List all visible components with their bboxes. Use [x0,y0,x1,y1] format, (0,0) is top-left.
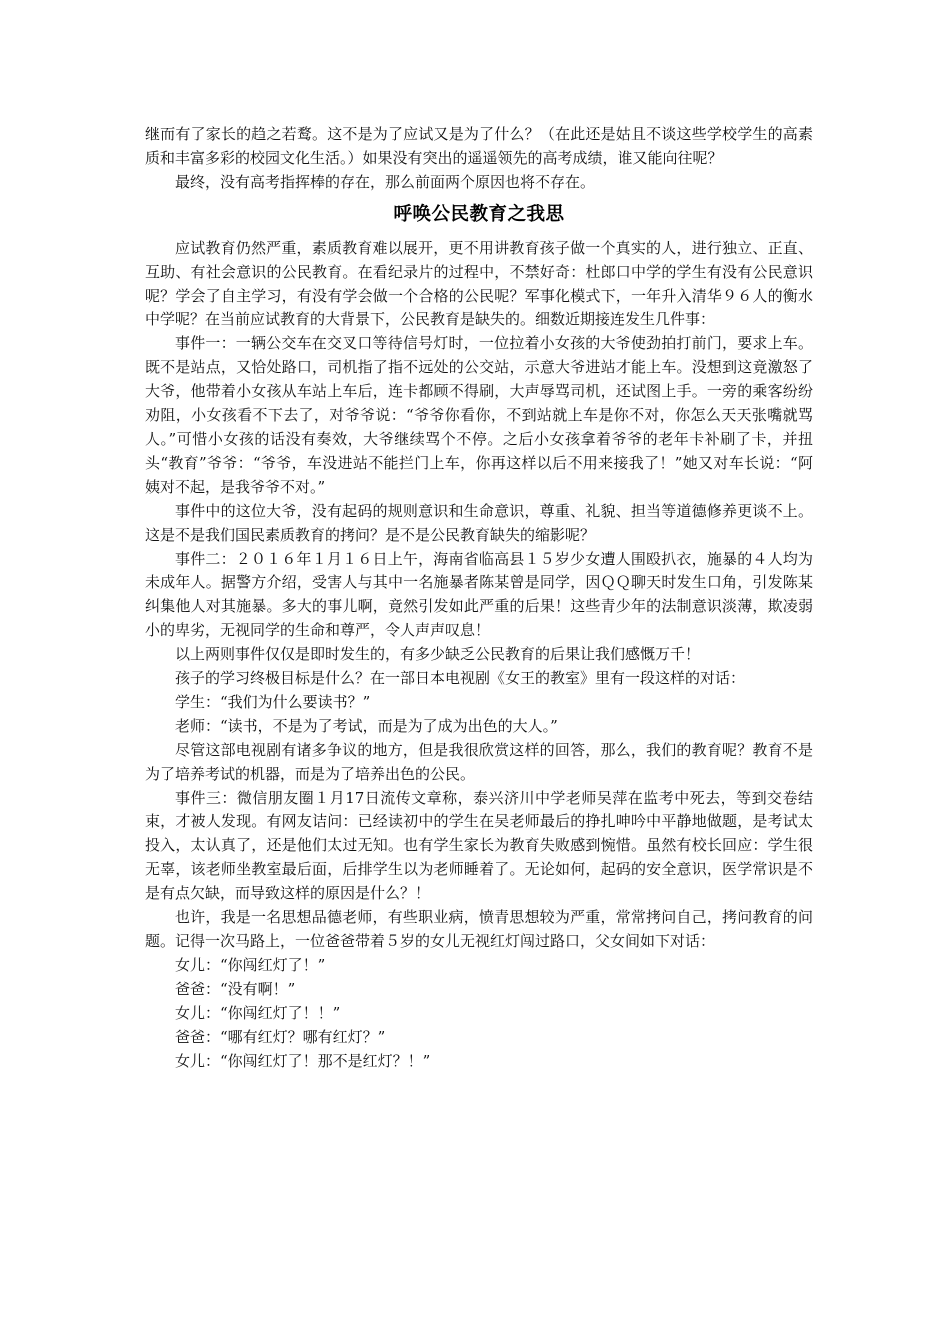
dialog-line-father: 爸爸：“没有啊！” [175,979,296,998]
event-three-paragraph: 事件三：微信朋友圈１月17日流传文章称，泰兴济川中学老师吴萍在监考中死去，等到交卷结束，才被人发现。有网友诘问：已经读初中的学生在吴老师最后的挣扎呻吟中平静地做题，是考试太投入，太认真了，还是他们太过无知。也有学生家长为教育失败感到惋惜。虽然有校长回应：学生很无辜，该老师坐教室最后面，后排学生以为老师睡着了。无论如何，起码的安全意识，医学常识是不是有点欠缺，而导致这样的原因是什么？！ [145,788,813,903]
dialog-line-daughter: 女儿：“你闯红灯了！！” [175,1003,341,1022]
dialog-line-father: 爸爸：“哪有红灯？哪有红灯？” [175,1027,386,1046]
body-paragraph: 孩子的学习终极目标是什么？在一部日本电视剧《女王的教室》里有一段这样的对话： [175,669,746,688]
body-paragraph: 尽管这部电视剧有诸多争议的地方，但是我很欣赏这样的回答，那么，我们的教育呢？教育不是为了培养考试的机器，而是为了培养出色的公民。 [145,740,813,783]
event-one-paragraph: 事件一：一辆公交车在交叉口等待信号灯时，一位拉着小女孩的大爷使劲拍打前门，要求上车。既不是站点，又恰处路口，司机指了指不远处的公交站，示意大爷进站才能上车。没想到这竟激怒了大爷，他带着小女孩从车站上车后，连卡都顾不得刷，大声辱骂司机，还试图上手。一旁的乘客纷纷劝阻，小女孩看不下去了，对爷爷说：“爷爷你看你，不到站就上车是你不对，你怎么天天张嘴就骂人。”可惜小女孩的话没有奏效，大爷继续骂个不停。之后小女孩拿着爷爷的老年卡补刷了卡，并扭头“教育”爷爷：“爷爷，车没进站不能拦门上车，你再这样以后不用来接我了！”她又对车长说：“阿姨对不起，是我爷爷不对。” [145,334,813,496]
intro-paragraph-1: 继而有了家长的趋之若鹜。这不是为了应试又是为了什么？（在此还是姑且不谈这些学校学生的高素质和丰富多彩的校园文化生活。）如果没有突出的遥遥领先的高考成绩，谁又能向往呢？ [145,125,813,167]
dialog-line-student: 学生：“我们为什么要读书？” [175,692,371,711]
body-paragraph: 事件中的这位大爷，没有起码的规则意识和生命意识，尊重、礼貌、担当等道德修养更谈不上。这是不是我们国民素质教育的拷问？是不是公民教育缺失的缩影呢？ [145,501,813,544]
event-two-paragraph: 事件二：２０１６年１月１６日上午，海南省临高县１５岁少女遭人围殴扒衣，施暴的４人均为未成年人。据警方介绍，受害人与其中一名施暴者陈某曾是同学，因ＱＱ聊天时发生口角，引发陈某纠集他人对其施暴。多大的事儿啊，竟然引发如此严重的后果！这些青少年的法制意识淡薄，欺凌弱小的卑劣，无视同学的生命和尊严，令人声声叹息！ [145,549,813,640]
body-paragraph: 以上两则事件仅仅是即时发生的，有多少缺乏公民教育的后果让我们感慨万千！ [175,645,701,664]
article-title: 呼唤公民教育之我思 [393,203,565,225]
dialog-line-teacher: 老师：“读书，不是为了考试，而是为了成为出色的大人。” [175,716,558,735]
body-paragraph: 应试教育仍然严重，素质教育难以展开，更不用讲教育孩子做一个真实的人，进行独立、正直、互助、有社会意识的公民教育。在看纪录片的过程中，不禁好奇：杜郎口中学的学生有没有公民意识呢？学会了自主学习，有没有学会做一个合格的公民呢？军事化模式下，一年升入清华９６人的衡水中学呢？在当前应试教育的大背景下，公民教育是缺失的。细数近期接连发生几件事： [145,238,813,329]
dialog-line-daughter: 女儿：“你闯红灯了！那不是红灯？！” [175,1051,431,1070]
document-page [145,123,813,1073]
intro-paragraph-2: 最终，没有高考指挥棒的存在，那么前面两个原因也将不存在。 [175,172,596,191]
body-paragraph: 也许，我是一名思想品德老师，有些职业病，愤青思想较为严重，常常拷问自己，拷问教育的问题。记得一次马路上，一位爸爸带着５岁的女儿无视红灯闯过路口，父女间如下对话： [145,908,813,950]
dialog-line-daughter: 女儿：“你闯红灯了！” [175,955,326,974]
